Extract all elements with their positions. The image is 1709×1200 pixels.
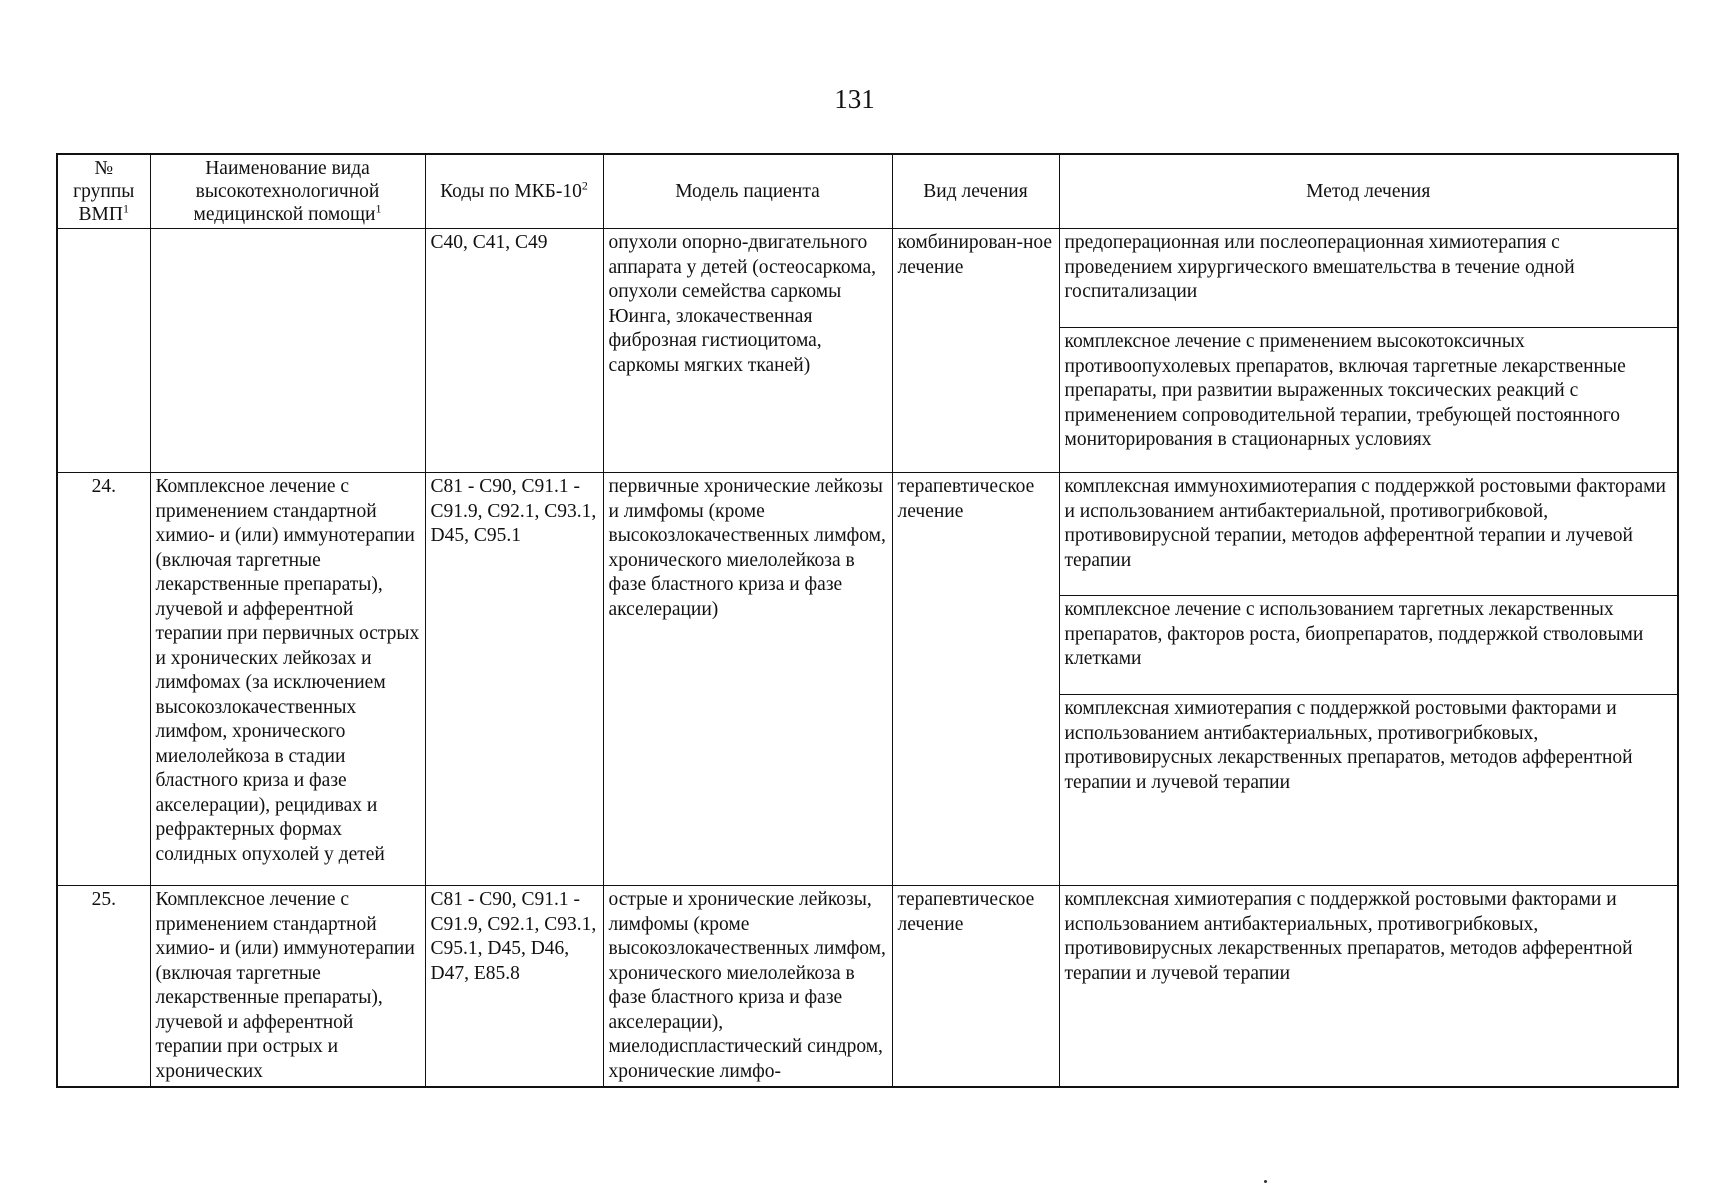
patient-model: опухоли опорно-двигательного аппарата у детей (остеосаркома, опухоли семейства саркомы Юинга, злокачественная фиброзная гистиоцитома, саркомы мягких тканей): [603, 229, 892, 473]
scan-speck: [1264, 1180, 1267, 1183]
vmp-table: [56, 153, 1679, 1088]
table-row: [57, 229, 1678, 473]
treatment-methods: [1059, 886, 1678, 1088]
treatment-type: терапевтическое лечение: [892, 886, 1059, 1088]
treatment-method: предоперационная или послеоперационная химиотерапия с проведением хирургического вмешательства в течение одной госпитализации: [1064, 232, 1575, 302]
group-number: 24.: [57, 473, 150, 886]
group-number: 25.: [57, 886, 150, 1088]
care-type: [150, 229, 425, 473]
header-treatment-type: Вид лечения: [892, 154, 1059, 229]
header-group-number: № группы ВМП$^1$: [57, 154, 150, 229]
icd-codes: C40, C41, C49: [425, 229, 603, 473]
care-type: Комплексное лечение с применением стандартной химио- и (или) иммунотерапии (включая таргетные лекарственные препараты), лучевой и афферентной терапии при первичных острых и хронических лейкозах и лимфомах (за исключением высокозлокачественных лимфом, хронического миелолейкоза в стадии бластного криза и фазе акселерации), рецидивах и рефрактерных формах солидных опухолей у детей: [150, 473, 425, 886]
icd-codes: C81 - C90, C91.1 - C91.9, C92.1, C93.1, D45, C95.1: [425, 473, 603, 886]
patient-model: первичные хронические лейкозы и лимфомы (кроме высокозлокачественных лимфом, хронического миелолейкоза в фазе бластного криза и фазе акселерации): [603, 473, 892, 886]
treatment-method: комплексное лечение с применением высокотоксичных противоопухолевых препаратов, включая таргетные лекарственные препараты, при развитии выраженных токсических реакций с применением сопроводительной терапии, требующей постоянного мониторирования в стационарных условиях: [1060, 327, 1678, 457]
group-number: [57, 229, 150, 473]
treatment-method: комплексная химиотерапия с поддержкой ростовыми факторами и использованием антибактериальных, противогрибковых, противовирусных лекарственных препаратов, методов афферентной терапии и лучевой терапии: [1064, 889, 1633, 984]
treatment-method: комплексное лечение с использованием таргетных лекарственных препаратов, факторов роста, биопрепаратов, поддержкой стволовыми клетками: [1060, 595, 1678, 694]
header-care-type: Наименование вида высокотехнологичной медицинской помощи$^1$: [150, 154, 425, 229]
treatment-method: комплексная химиотерапия с поддержкой ростовыми факторами и использованием антибактериальных, противогрибковых, противовирусных лекарственных препаратов, методов афферентной терапии и лучевой терапии: [1060, 694, 1678, 799]
treatment-methods: [1059, 229, 1678, 473]
treatment-methods: [1059, 473, 1678, 886]
table-row: [57, 473, 1678, 886]
table-row: [57, 886, 1678, 1088]
care-type: Комплексное лечение с применением стандартной химио- и (или) иммунотерапии (включая таргетные лекарственные препараты), лучевой и афферентной терапии при острых и хронических: [150, 886, 425, 1088]
patient-model: острые и хронические лейкозы, лимфомы (кроме высокозлокачественных лимфом, хронического миелолейкоза в фазе бластного криза и фазе акселерации), миелодиспластический синдром, хронические лимфо-: [603, 886, 892, 1088]
treatment-method: комплексная иммунохимиотерапия с поддержкой ростовыми факторами и использованием антибактериальной, противогрибковой, противовирусной терапии, методов афферентной терапии и лучевой терапии: [1064, 476, 1666, 571]
treatment-type: комбинирован-ное лечение: [892, 229, 1059, 473]
header-icd-codes: Коды по МКБ-$10^2$: [425, 154, 603, 229]
treatment-type: терапевтическое лечение: [892, 473, 1059, 886]
page-number: 131: [834, 84, 875, 114]
header-treatment-method: Метод лечения: [1059, 154, 1678, 229]
header-row: [57, 154, 1678, 229]
header-patient-model: Модель пациента: [603, 154, 892, 229]
icd-codes: C81 - C90, C91.1 - C91.9, C92.1, C93.1, C95.1, D45, D46, D47, E85.8: [425, 886, 603, 1088]
